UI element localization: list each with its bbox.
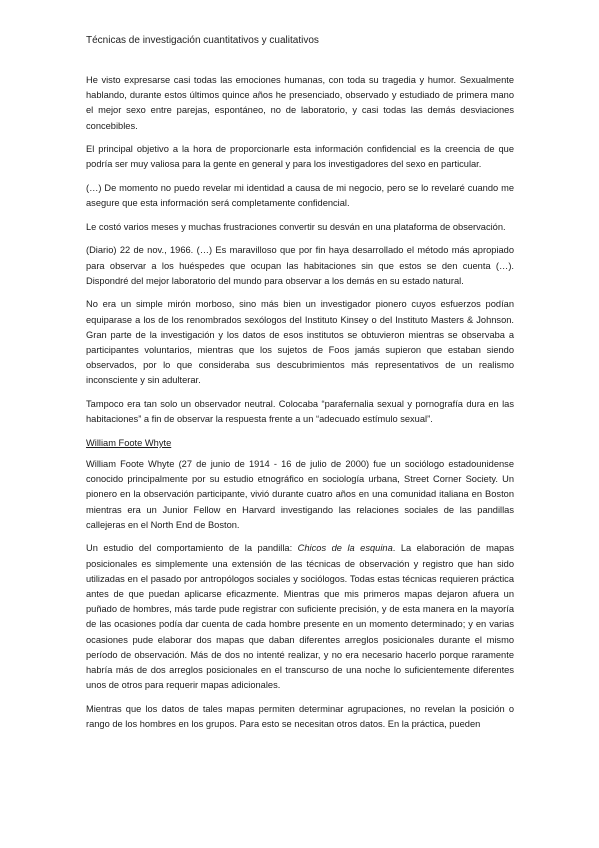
paragraph-quote-intro: He visto expresarse casi todas las emociones humanas, con toda su tragedia y humor. Sexualmente hablando, durante estos últimos quince años he presenciado, observado y estudiado de primera mano el mejor sexo entre parejas, espontáneo, no de laboratorio, y casi todas las demás desviaciones concebibles. bbox=[86, 75, 514, 131]
book-title: Chicos de la esquina bbox=[297, 543, 393, 554]
paragraph-whyte-bio: William Foote Whyte (27 de junio de 1914 - 16 de julio de 2000) fue un sociólogo estadounidense conocido principalmente por su estudio etnográfico en sociología urbana, Street Corner Society. Un pionero en la observación participante, vivió durante cuatro años en una comunidad italiana en Boston mientras era un Junior Fellow en Harvard investigando las relaciones sociales de las pandillas callejeras en el North End de Boston. bbox=[86, 459, 514, 530]
paragraph-identity: (…) De momento no puedo revelar mi identidad a causa de mi negocio, pero se lo revelaré cuando me asegure que esta información será completamente confidencial. bbox=[86, 183, 514, 209]
page-header: Técnicas de investigación cuantitativos y cualitativos bbox=[86, 35, 319, 46]
paragraph-street-corner-rest: . La elaboración de mapas posicionales es simplemente una extensión de las técnicas de observación y registro que han sido utilizadas en el pasado por antropólogos sociales y sociólogos. Todas estas técnicas requieren práctica antes de que puedan aplicarse eficazmente. Mientras que mis primeros mapas dejaron afuera un puñado de hombres, más tarde pude registrar con suficiente precisión, y de esta manera en la mayoría de las ocasiones podía dar cuenta de cada hombre presente en un momento determinado; y en varias ocasiones pude elaborar dos mapas que daban diferentes arreglos posicionales durante el mismo período de observación. Más de dos no intenté realizar, y no era necesario hacerlo porque raramente habría más de dos arreglos posicionales en el transcurso de una noche lo suficientemente diferentes unos de otros para requerir mapas adicionales. bbox=[86, 543, 515, 691]
document-body bbox=[86, 73, 514, 741]
paragraph-street-corner bbox=[86, 541, 514, 693]
paragraph-neutral-observer: Tampoco era tan solo un observador neutral. Colocaba “parafernalia sexual y pornografía dura en las habitaciones” a fin de observar la respuesta frente a un “adecuado estímulo sexual”. bbox=[86, 399, 514, 425]
paragraph-street-corner-lead: Un estudio del comportamiento de la pandilla: bbox=[86, 543, 298, 554]
paragraph-researcher: No era un simple mirón morboso, sino más bien un investigador pionero cuyos esfuerzos podían equiparase a los de los renombrados sexólogos del Instituto Kinsey o del Instituto Masters & Johnson. Gran parte de la investigación y los datos de esos institutos se obtuvieron mientras se observaba a participantes voluntarios, mientras que los sujetos de Foos jamás supieron que estaban siendo observados, por lo que consideraba sus descubrimientos más representativos de un realismo inconsciente y sin adulterar. bbox=[86, 299, 514, 386]
section-heading: William Foote Whyte bbox=[86, 437, 172, 448]
paragraph-maps: Mientras que los datos de tales mapas permiten determinar agrupaciones, no revelan la posición o rango de los hombres en los grupos. Para esto se necesitan otros datos. En la práctica, pueden bbox=[86, 703, 514, 730]
paragraph-observation-platform: Le costó varios meses y muchas frustraciones convertir su desván en una plataforma de observación. bbox=[86, 221, 506, 232]
paragraph-diary: (Diario) 22 de nov., 1966. (…) Es maravilloso que por fin haya desarrollado el método más apropiado para observar a los huéspedes que ocupan las habitaciones sin que estos se den cuenta (…). Dispondré del mejor laboratorio del mundo para observar a los demás en su estado natural. bbox=[86, 245, 514, 286]
paragraph-objective: El principal objetivo a la hora de proporcionarle esta información confidencial es la creencia de que podría ser muy valiosa para la gente en general y para los investigadores del sexo en particular. bbox=[86, 144, 514, 170]
